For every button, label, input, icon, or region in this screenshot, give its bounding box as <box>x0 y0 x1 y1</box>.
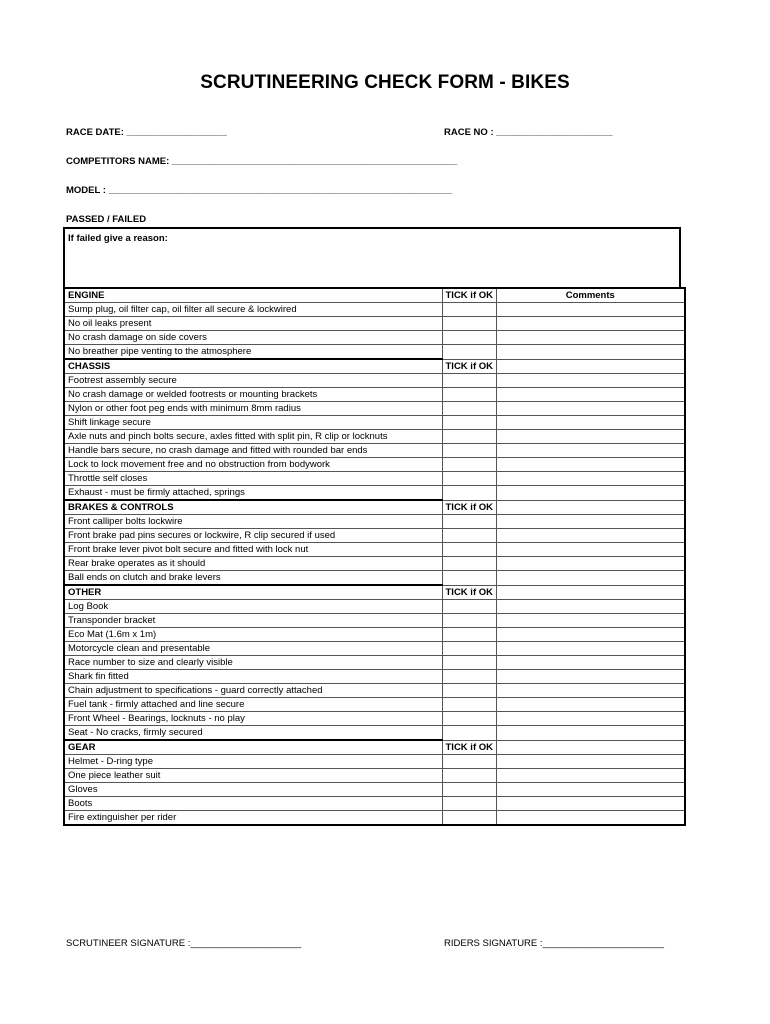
checklist-table <box>63 287 686 826</box>
checklist-row <box>64 345 685 360</box>
checklist-item: Fire extinguisher per rider <box>64 811 442 826</box>
section-header-row <box>64 500 685 515</box>
checklist-item: Handle bars secure, no crash damage and fitted with rounded bar ends <box>64 444 442 458</box>
comment-cell[interactable] <box>496 600 685 614</box>
tick-cell[interactable] <box>442 515 496 529</box>
checklist-item: Sump plug, oil filter cap, oil filter all secure & lockwired <box>64 303 442 317</box>
tick-cell[interactable] <box>442 755 496 769</box>
tick-header: TICK if OK <box>442 359 496 374</box>
checklist-row <box>64 712 685 726</box>
tick-cell[interactable] <box>442 458 496 472</box>
comment-cell[interactable] <box>496 712 685 726</box>
comment-cell[interactable] <box>496 628 685 642</box>
checklist-row <box>64 557 685 571</box>
section-title: BRAKES & CONTROLS <box>64 500 442 515</box>
checklist-item: Shark fin fitted <box>64 670 442 684</box>
comment-cell[interactable] <box>496 472 685 486</box>
checklist-item: Eco Mat (1.6m x 1m) <box>64 628 442 642</box>
checklist-item: Front brake lever pivot bolt secure and fitted with lock nut <box>64 543 442 557</box>
checklist-row <box>64 571 685 586</box>
checklist-row <box>64 303 685 317</box>
competitor-name-field[interactable]: COMPETITORS NAME: ______________________________________________________ <box>66 156 458 167</box>
comment-cell[interactable] <box>496 444 685 458</box>
checklist-item: Fuel tank - firmly attached and line secure <box>64 698 442 712</box>
comment-cell[interactable] <box>496 416 685 430</box>
comment-cell[interactable] <box>496 345 685 360</box>
tick-header: TICK if OK <box>442 585 496 600</box>
checklist-row <box>64 458 685 472</box>
checklist-row <box>64 543 685 557</box>
checklist-row <box>64 797 685 811</box>
checklist-row <box>64 698 685 712</box>
section-header-row <box>64 585 685 600</box>
race-number-field[interactable]: RACE NO : ______________________ <box>444 127 613 138</box>
comment-cell[interactable] <box>496 500 685 515</box>
checklist-item: Footrest assembly secure <box>64 374 442 388</box>
comment-cell[interactable] <box>496 571 685 586</box>
checklist-item: Shift linkage secure <box>64 416 442 430</box>
comment-cell[interactable] <box>496 797 685 811</box>
tick-cell[interactable] <box>442 614 496 628</box>
checklist-row <box>64 684 685 698</box>
fail-reason-box[interactable] <box>63 227 681 287</box>
checklist-row <box>64 529 685 543</box>
checklist-item: Chain adjustment to specifications - guard correctly attached <box>64 684 442 698</box>
comment-cell[interactable] <box>496 359 685 374</box>
tick-cell[interactable] <box>442 345 496 360</box>
fail-reason-label: If failed give a reason: <box>68 233 168 244</box>
tick-cell[interactable] <box>442 430 496 444</box>
comment-cell[interactable] <box>496 303 685 317</box>
checklist-row <box>64 769 685 783</box>
section-title: ENGINE <box>64 288 442 303</box>
checklist-item: Seat - No cracks, firmly secured <box>64 726 442 741</box>
checklist-row <box>64 628 685 642</box>
checklist-row <box>64 388 685 402</box>
comment-cell[interactable] <box>496 740 685 755</box>
checklist-row <box>64 726 685 741</box>
comment-cell[interactable] <box>496 726 685 741</box>
tick-cell[interactable] <box>442 529 496 543</box>
comment-cell[interactable] <box>496 614 685 628</box>
tick-cell[interactable] <box>442 303 496 317</box>
tick-cell[interactable] <box>442 684 496 698</box>
checklist-row <box>64 811 685 826</box>
comment-cell[interactable] <box>496 642 685 656</box>
checklist-row <box>64 656 685 670</box>
checklist-item: Front brake pad pins secures or lockwire, R clip secured if used <box>64 529 442 543</box>
tick-cell[interactable] <box>442 444 496 458</box>
checklist-row <box>64 331 685 345</box>
passed-failed-label: PASSED / FAILED <box>66 214 147 225</box>
comment-cell[interactable] <box>496 331 685 345</box>
checklist-row <box>64 600 685 614</box>
checklist-item: Motorcycle clean and presentable <box>64 642 442 656</box>
form-title: SCRUTINEERING CHECK FORM - BIKES <box>200 72 570 93</box>
model-field[interactable]: MODEL : _________________________________________________________________ <box>66 185 452 196</box>
section-header-row <box>64 288 685 303</box>
tick-cell[interactable] <box>442 402 496 416</box>
checklist-item: No breather pipe venting to the atmosphere <box>64 345 442 360</box>
tick-cell[interactable] <box>442 769 496 783</box>
tick-cell[interactable] <box>442 797 496 811</box>
comment-cell[interactable] <box>496 585 685 600</box>
checklist-item: Front Wheel - Bearings, locknuts - no play <box>64 712 442 726</box>
tick-cell[interactable] <box>442 600 496 614</box>
tick-cell[interactable] <box>442 726 496 741</box>
checklist-item: Boots <box>64 797 442 811</box>
riders-signature-field[interactable]: RIDERS SIGNATURE :_______________________ <box>444 938 665 949</box>
checklist-item: One piece leather suit <box>64 769 442 783</box>
checklist-row <box>64 783 685 797</box>
comment-cell[interactable] <box>496 557 685 571</box>
tick-cell[interactable] <box>442 331 496 345</box>
comment-cell[interactable] <box>496 430 685 444</box>
comment-cell[interactable] <box>496 698 685 712</box>
checklist-row <box>64 642 685 656</box>
tick-cell[interactable] <box>442 374 496 388</box>
comment-cell[interactable] <box>496 374 685 388</box>
comment-cell[interactable] <box>496 543 685 557</box>
checklist-row <box>64 430 685 444</box>
checklist-item: Nylon or other foot peg ends with minimum 8mm radius <box>64 402 442 416</box>
tick-header: TICK if OK <box>442 288 496 303</box>
tick-header: TICK if OK <box>442 500 496 515</box>
tick-cell[interactable] <box>442 543 496 557</box>
section-title: CHASSIS <box>64 359 442 374</box>
checklist-row <box>64 614 685 628</box>
checklist-row <box>64 472 685 486</box>
checklist-item: Log Book <box>64 600 442 614</box>
tick-cell[interactable] <box>442 317 496 331</box>
comment-cell[interactable] <box>496 656 685 670</box>
checklist-row <box>64 486 685 501</box>
checklist-item: Front calliper bolts lockwire <box>64 515 442 529</box>
comment-cell[interactable] <box>496 458 685 472</box>
tick-cell[interactable] <box>442 783 496 797</box>
checklist-item: No crash damage or welded footrests or mounting brackets <box>64 388 442 402</box>
section-header-row <box>64 740 685 755</box>
comment-cell[interactable] <box>496 402 685 416</box>
comment-cell[interactable] <box>496 529 685 543</box>
checklist-item: Throttle self closes <box>64 472 442 486</box>
race-date-field[interactable]: RACE DATE: ___________________ <box>66 127 227 138</box>
checklist-item: Helmet - D-ring type <box>64 755 442 769</box>
checklist-row <box>64 317 685 331</box>
tick-cell[interactable] <box>442 811 496 826</box>
tick-cell[interactable] <box>442 486 496 501</box>
checklist-item: Axle nuts and pinch bolts secure, axles fitted with split pin, R clip or locknuts <box>64 430 442 444</box>
scrutineer-signature-field[interactable]: SCRUTINEER SIGNATURE :_____________________ <box>66 938 302 949</box>
tick-cell[interactable] <box>442 472 496 486</box>
comment-cell[interactable] <box>496 317 685 331</box>
section-header-row <box>64 359 685 374</box>
checklist-row <box>64 374 685 388</box>
checklist-row <box>64 755 685 769</box>
tick-cell[interactable] <box>442 571 496 586</box>
tick-cell[interactable] <box>442 670 496 684</box>
checklist-item: Race number to size and clearly visible <box>64 656 442 670</box>
comment-cell[interactable] <box>496 388 685 402</box>
comment-cell[interactable] <box>496 670 685 684</box>
comment-cell[interactable] <box>496 755 685 769</box>
comment-cell[interactable] <box>496 783 685 797</box>
tick-cell[interactable] <box>442 642 496 656</box>
checklist-row <box>64 670 685 684</box>
checklist-item: Gloves <box>64 783 442 797</box>
checklist-row <box>64 402 685 416</box>
tick-cell[interactable] <box>442 656 496 670</box>
checklist-row <box>64 444 685 458</box>
comment-cell[interactable] <box>496 684 685 698</box>
tick-cell[interactable] <box>442 557 496 571</box>
tick-cell[interactable] <box>442 628 496 642</box>
section-title: GEAR <box>64 740 442 755</box>
checklist-item: Exhaust - must be firmly attached, springs <box>64 486 442 501</box>
checklist-item: No oil leaks present <box>64 317 442 331</box>
tick-cell[interactable] <box>442 416 496 430</box>
tick-cell[interactable] <box>442 712 496 726</box>
checklist-item: No crash damage on side covers <box>64 331 442 345</box>
comment-cell[interactable] <box>496 811 685 826</box>
checklist-item: Ball ends on clutch and brake levers <box>64 571 442 586</box>
tick-cell[interactable] <box>442 698 496 712</box>
checklist-item: Rear brake operates as it should <box>64 557 442 571</box>
comments-header: Comments <box>496 288 685 303</box>
tick-header: TICK if OK <box>442 740 496 755</box>
tick-cell[interactable] <box>442 388 496 402</box>
checklist-item: Lock to lock movement free and no obstruction from bodywork <box>64 458 442 472</box>
comment-cell[interactable] <box>496 515 685 529</box>
comment-cell[interactable] <box>496 769 685 783</box>
comment-cell[interactable] <box>496 486 685 501</box>
checklist-row <box>64 416 685 430</box>
section-title: OTHER <box>64 585 442 600</box>
checklist-row <box>64 515 685 529</box>
checklist-item: Transponder bracket <box>64 614 442 628</box>
